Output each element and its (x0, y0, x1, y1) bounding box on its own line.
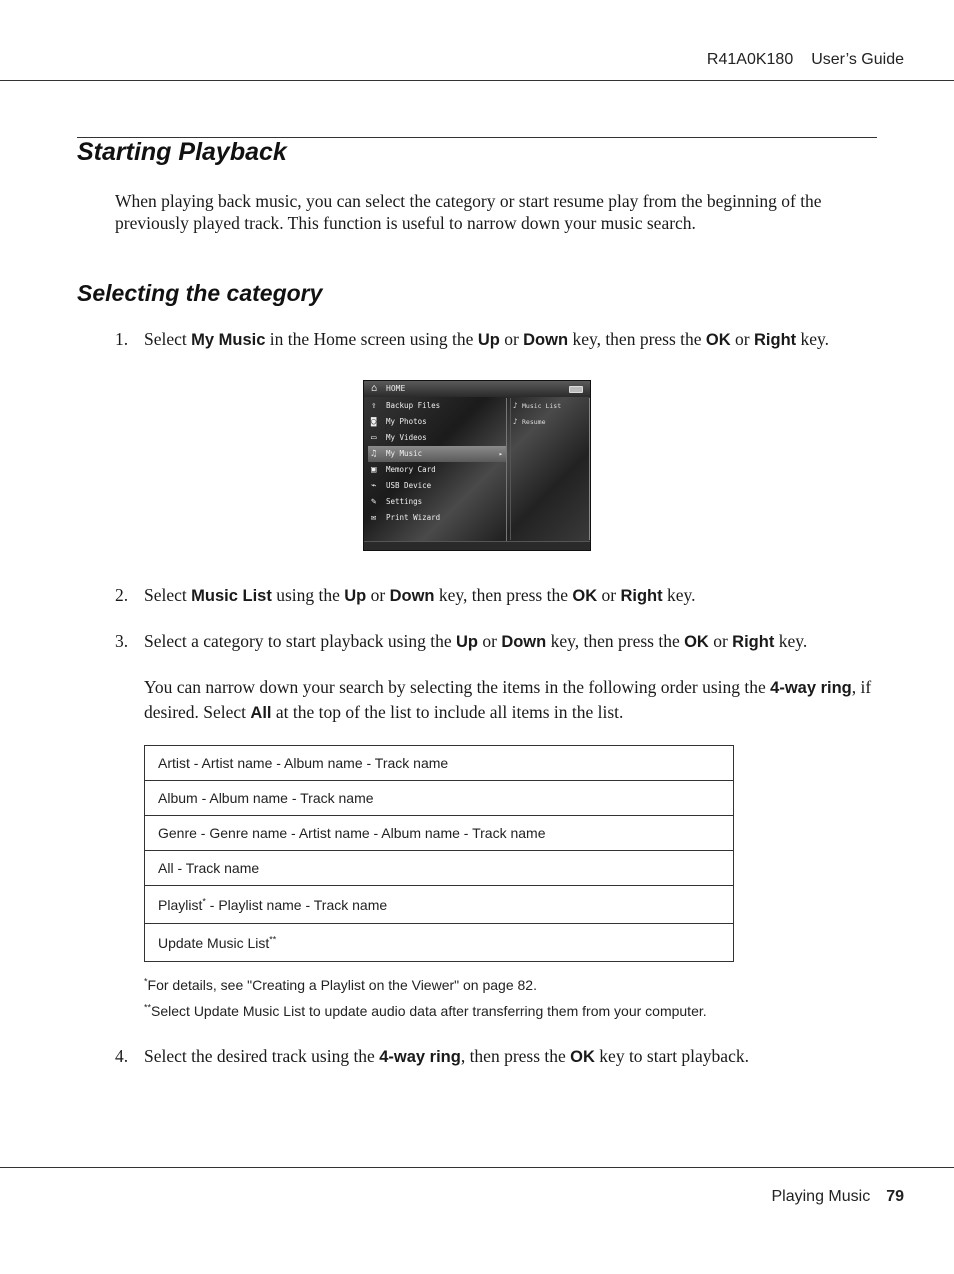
footer-rule (0, 1167, 954, 1168)
menu-item-my-music: ♫ My Music ▸ (368, 446, 506, 462)
menu-item-print-wizard: ✉ Print Wizard (368, 510, 506, 526)
section-intro: When playing back music, you can select the category or start resume play from the beginning of the previously played track. This function is useful to narrow down your music search. (115, 191, 822, 233)
step-2: 2. Select Music List using the Up or Down key, then press the OK or Right key. (115, 585, 696, 605)
step-1: 1. Select My Music in the Home screen using the Up or Down key, then press the OK or Right key. (115, 329, 830, 349)
menu-item-my-videos: ▭ My Videos (368, 430, 506, 446)
print-icon: ✉ (371, 513, 377, 523)
chevron-right-icon: ▸ (498, 450, 503, 458)
table-row: All - Track name (145, 851, 734, 886)
music-note-icon: ♫ (371, 449, 377, 459)
submenu-item-music-list: ♪ Music List (511, 398, 589, 414)
menu-item-usb-device: ⌁ USB Device (368, 478, 506, 494)
usb-icon: ⌁ (371, 481, 377, 491)
camera-icon: ◙ (371, 417, 377, 427)
home-screen-screenshot (363, 380, 591, 551)
table-row: Update Music List** (145, 924, 734, 962)
footnote-2: **Select Update Music List to update audio data after transferring them from your computer. (144, 1002, 707, 1019)
video-icon: ▭ (371, 433, 377, 443)
subsection-title: Selecting the category (77, 280, 323, 306)
memory-card-icon: ▣ (371, 465, 377, 475)
menu-item-backup-files: ⇪ Backup Files (368, 398, 506, 414)
wrench-icon: ✎ (371, 497, 377, 507)
page-number: 79 (886, 1188, 904, 1205)
menu-item-settings: ✎ Settings (368, 494, 506, 510)
menu-item-my-photos: ◙ My Photos (368, 414, 506, 430)
music-note-icon: ♪ (513, 417, 518, 426)
guide-name: User’s Guide (811, 51, 904, 68)
step-4: 4. Select the desired track using the 4-way ring, then press the OK key to start playback. (115, 1046, 749, 1066)
step-3-note: You can narrow down your search by selecting the items in the following order using the 4-way ring, if desired. Select All at the top of the list to include all items in the list. (144, 677, 872, 722)
table-row: Album - Album name - Track name (145, 781, 734, 816)
music-submenu (510, 398, 591, 540)
home-icon: ⌂ (371, 383, 378, 394)
battery-icon (569, 386, 583, 393)
screen-title-bar (364, 381, 590, 397)
music-note-icon: ♪ (513, 401, 518, 410)
home-menu (368, 398, 507, 544)
footnote-1: *For details, see "Creating a Playlist on the Viewer" on page 82. (144, 976, 537, 993)
table-row: Artist - Artist name - Album name - Track name (145, 746, 734, 781)
step-3: 3. Select a category to start playback using the Up or Down key, then press the OK or Right key. (115, 631, 808, 651)
table-row: Playlist* - Playlist name - Track name (145, 886, 734, 924)
submenu-item-resume: ♪ Resume (511, 414, 589, 430)
header-rule (0, 80, 954, 81)
section-title: Starting Playback (77, 138, 287, 166)
page-footer (772, 1188, 905, 1206)
screen-status-bar (364, 541, 590, 550)
screen-title: HOME (386, 384, 406, 393)
backup-icon: ⇪ (371, 401, 377, 411)
menu-item-memory-card: ▣ Memory Card (368, 462, 506, 478)
table-row: Genre - Genre name - Artist name - Album name - Track name (145, 816, 734, 851)
page-header (707, 51, 904, 69)
doc-code: R41A0K180 (706, 51, 794, 68)
footer-section: Playing Music (771, 1188, 871, 1205)
category-order-table (144, 745, 734, 962)
